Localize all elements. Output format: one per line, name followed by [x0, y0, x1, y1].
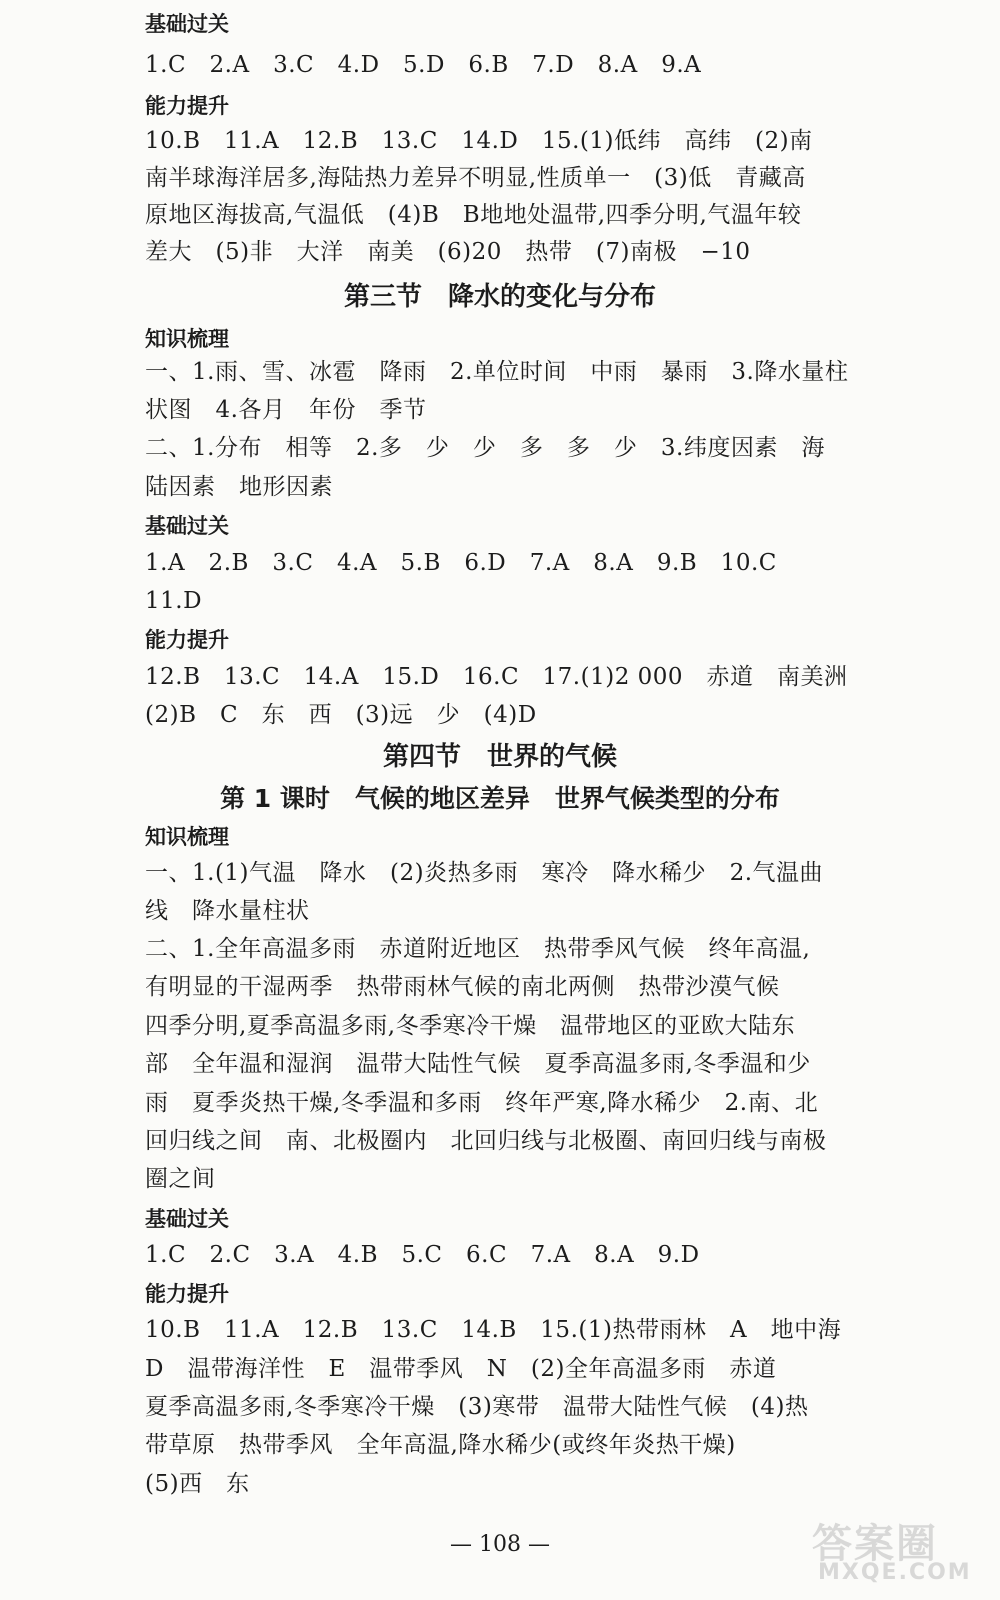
section-title: 第三节 降水的变化与分布: [343, 282, 656, 312]
subsection-heading: 能力提升: [145, 1282, 229, 1306]
watermark-url: MXQE.COM: [818, 1560, 972, 1585]
answer-line: 四季分明,夏季高温多雨,冬季寒冷干燥 温带地区的亚欧大陆东: [145, 1013, 796, 1039]
answer-line: 夏季高温多雨,冬季寒冷干燥 (3)寒带 温带大陆性气候 (4)热: [145, 1394, 809, 1420]
answer-line: 差大 (5)非 大洋 南美 (6)20 热带 (7)南极 −10: [145, 239, 751, 265]
answer-line: 南半球海洋居多,海陆热力差异不明显,性质单一 (3)低 青藏高: [145, 165, 806, 191]
answer-line: 1.A 2.B 3.C 4.A 5.B 6.D 7.A 8.A 9.B 10.C: [145, 550, 777, 576]
answer-line: D 温带海洋性 E 温带季风 N (2)全年高温多雨 赤道: [145, 1356, 777, 1382]
subsection-heading: 基础过关: [145, 514, 229, 538]
answer-line: 带草原 热带季风 全年高温,降水稀少(或终年炎热干燥): [145, 1432, 736, 1458]
answer-line: 1.C 2.A 3.C 4.D 5.D 6.B 7.D 8.A 9.A: [145, 52, 702, 78]
answer-line: 雨 夏季炎热干燥,冬季温和多雨 终年严寒,降水稀少 2.南、北: [145, 1090, 819, 1116]
subsection-heading: 知识梳理: [145, 825, 229, 849]
page-number: — 108 —: [450, 1532, 550, 1557]
answer-line: (2)B C 东 西 (3)远 少 (4)D: [145, 702, 537, 728]
answer-line: 圈之间: [145, 1166, 216, 1192]
watermark-logo: [812, 1512, 982, 1592]
answer-line: 11.D: [145, 588, 203, 614]
answer-line: 一、1.(1)气温 降水 (2)炎热多雨 寒冷 降水稀少 2.气温曲: [145, 860, 824, 886]
subsection-heading: 基础过关: [145, 12, 229, 36]
answer-line: 陆因素 地形因素: [145, 474, 333, 500]
answer-line: (5)西 东: [145, 1471, 250, 1497]
answer-line: 1.C 2.C 3.A 4.B 5.C 6.C 7.A 8.A 9.D: [145, 1242, 700, 1268]
answer-line: 部 全年温和湿润 温带大陆性气候 夏季高温多雨,冬季温和少: [145, 1051, 811, 1077]
section-title: 第四节 世界的气候: [382, 742, 617, 772]
subsection-heading: 能力提升: [145, 628, 229, 652]
subsection-heading: 基础过关: [145, 1207, 229, 1231]
answer-line: 二、1.全年高温多雨 赤道附近地区 热带季风气候 终年高温,: [145, 936, 811, 962]
answer-line: 有明显的干湿两季 热带雨林气候的南北两侧 热带沙漠气候: [145, 974, 780, 1000]
answer-line: 回归线之间 南、北极圈内 北回归线与北极圈、南回归线与南极: [145, 1128, 827, 1154]
answer-line: 10.B 11.A 12.B 13.C 14.B 15.(1)热带雨林 A 地中海: [145, 1317, 842, 1343]
answer-line: 二、1.分布 相等 2.多 少 少 多 多 少 3.纬度因素 海: [145, 435, 825, 461]
answer-line: 线 降水量柱状: [145, 898, 310, 924]
lesson-title: 第 1 课时 气候的地区差异 世界气候类型的分布: [220, 784, 780, 813]
answer-line: 12.B 13.C 14.A 15.D 16.C 17.(1)2 000 赤道 南美洲: [145, 664, 848, 690]
answer-line: 一、1.雨、雪、冰雹 降雨 2.单位时间 中雨 暴雨 3.降水量柱: [145, 359, 849, 385]
watermark-text: 答案圈: [812, 1521, 938, 1567]
subsection-heading: 能力提升: [145, 94, 229, 118]
answer-line: 状图 4.各月 年份 季节: [145, 397, 427, 423]
answer-line: 10.B 11.A 12.B 13.C 14.D 15.(1)低纬 高纬 (2)南: [145, 128, 813, 154]
subsection-heading: 知识梳理: [145, 327, 229, 351]
answer-line: 原地区海拔高,气温低 (4)B B地地处温带,四季分明,气温年较: [145, 202, 802, 228]
